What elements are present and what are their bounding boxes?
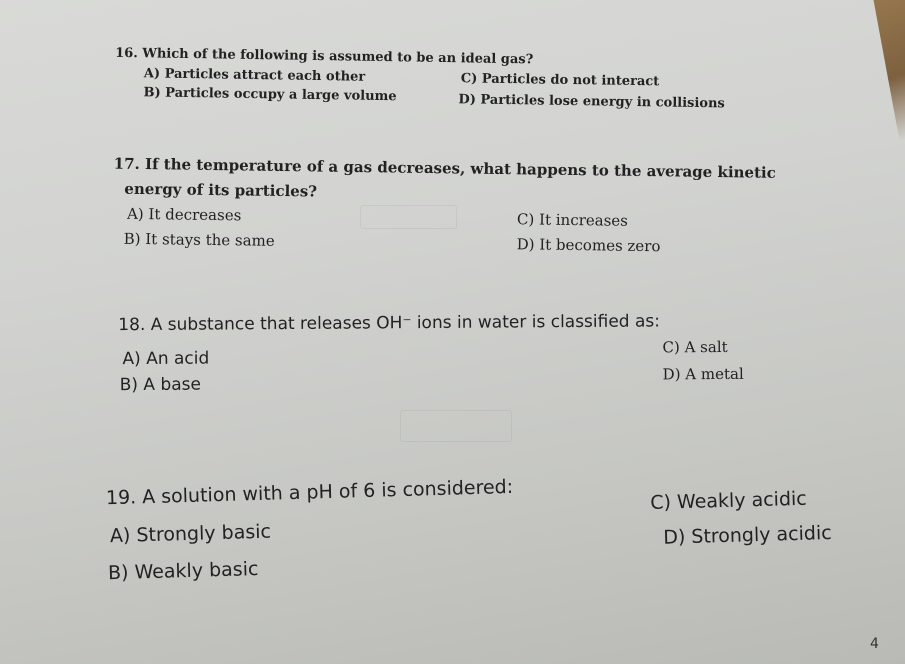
page-number: 4 [870, 636, 879, 652]
question-17-option-d[interactable]: D) It becomes zero [516, 235, 661, 256]
question-16-option-a[interactable]: A) Particles attract each other [143, 66, 366, 85]
question-19-option-c[interactable]: C) Weakly acidic [649, 487, 807, 515]
question-16-option-d[interactable]: D) Particles lose energy in collisions [458, 92, 725, 112]
question-17-option-c[interactable]: C) It increases [516, 210, 629, 230]
desk-edge [835, 0, 905, 140]
question-18-option-a[interactable]: A) An acid [122, 348, 210, 370]
question-19-option-b[interactable]: B) Weakly basic [107, 558, 259, 585]
question-18-stem: 18. A substance that releases OH⁻ ions in water is classified as: [118, 311, 661, 336]
question-17-stem-line2: energy of its particles? [124, 179, 318, 201]
question-19-stem: 19. A solution with a pH of 6 is considered: [105, 475, 514, 510]
bleed-through-mark [400, 410, 512, 442]
question-18-option-c[interactable]: C) A salt [662, 337, 728, 357]
question-18-option-d[interactable]: D) A metal [662, 364, 744, 384]
question-16-stem: 16. Which of the following is assumed to be an ideal gas? [115, 45, 534, 68]
question-17-option-a[interactable]: A) It decreases [126, 204, 242, 225]
question-19-option-a[interactable]: A) Strongly basic [109, 520, 272, 548]
bleed-through-mark [360, 205, 457, 229]
question-17-stem-line1: 17. If the temperature of a gas decreases, what happens to the average kinetic [113, 154, 776, 182]
question-19-option-d[interactable]: D) Strongly acidic [662, 521, 832, 549]
question-16-option-b[interactable]: B) Particles occupy a large volume [143, 85, 397, 105]
question-17-option-b[interactable]: B) It stays the same [123, 229, 275, 250]
question-16-option-c[interactable]: C) Particles do not interact [460, 71, 660, 90]
question-18-option-b[interactable]: B) A base [119, 374, 202, 396]
